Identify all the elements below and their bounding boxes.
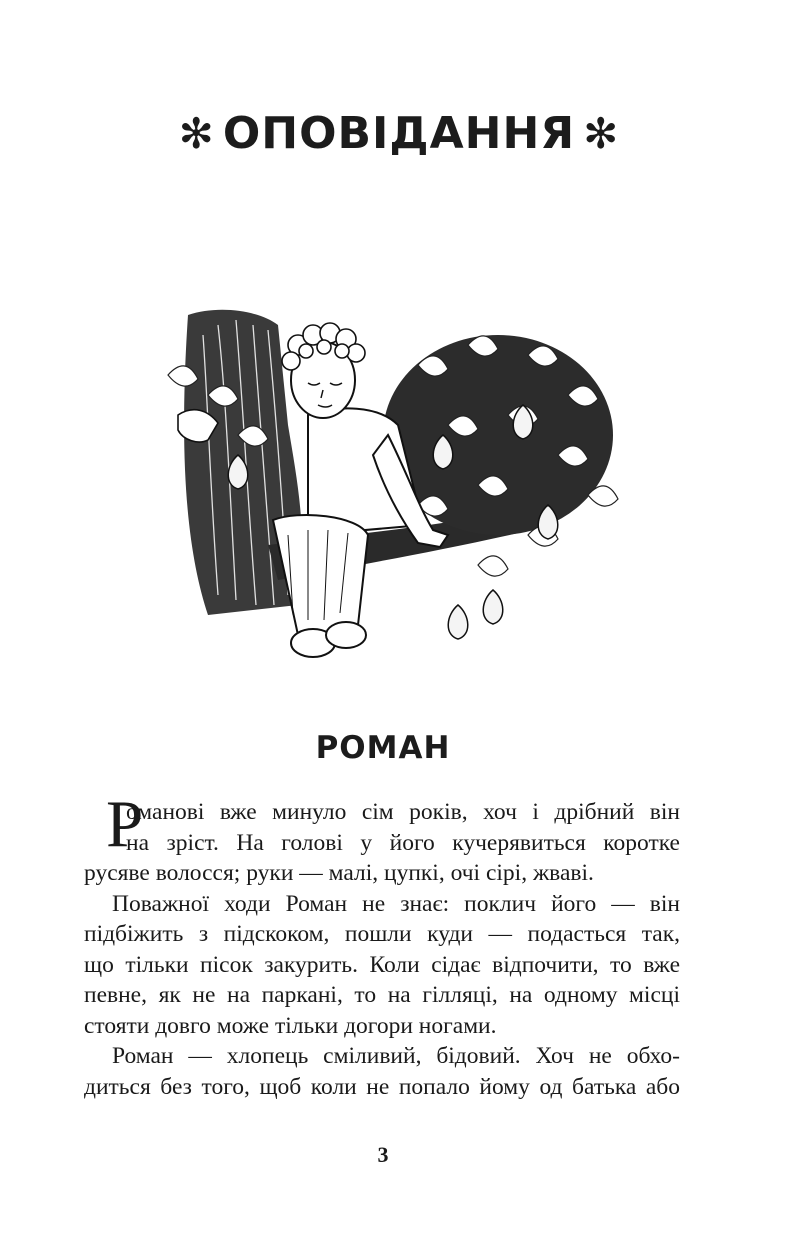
story-body xyxy=(84,787,680,1102)
text-line: русяве волосся; руки — малі, цупкі, очі сірі, жваві. xyxy=(84,860,594,886)
boy-in-pear-tree-illustration xyxy=(148,305,626,675)
text-line: Поважної ходи Роман не знає: поклич його — він xyxy=(112,890,680,917)
text-line: певне, як не на паркані, то на гілляці, на одному місці xyxy=(84,982,680,1008)
story-title: РОМАН xyxy=(315,730,451,766)
drop-cap: Р xyxy=(106,787,144,861)
section-title-text: ОПОВІДАННЯ xyxy=(222,108,576,159)
asterisk-ornament-icon: ✻ xyxy=(583,109,620,158)
text-line: стояти довго може тільки догори ногами. xyxy=(84,1012,497,1039)
text-line: на зріст. На голові у його кучерявиться коротке xyxy=(126,829,680,856)
text-line: диться без того, щоб коли не попало йому од батька або xyxy=(84,1073,680,1100)
page-number: 3 xyxy=(377,1142,389,1167)
text-line: що тільки пісок закурить. Коли сідає відпочити, то вже xyxy=(84,951,680,978)
text-line: Роман — хлопець сміливий, бідовий. Хоч не обхо- xyxy=(112,1043,680,1069)
section-title xyxy=(0,108,798,159)
text-line: оманові вже минуло сім років, хоч і дрібний він xyxy=(126,799,680,825)
asterisk-ornament-icon: ✻ xyxy=(178,109,215,158)
text-line: підбіжить з підскоком, пошли куди — подасться так, xyxy=(84,921,680,947)
